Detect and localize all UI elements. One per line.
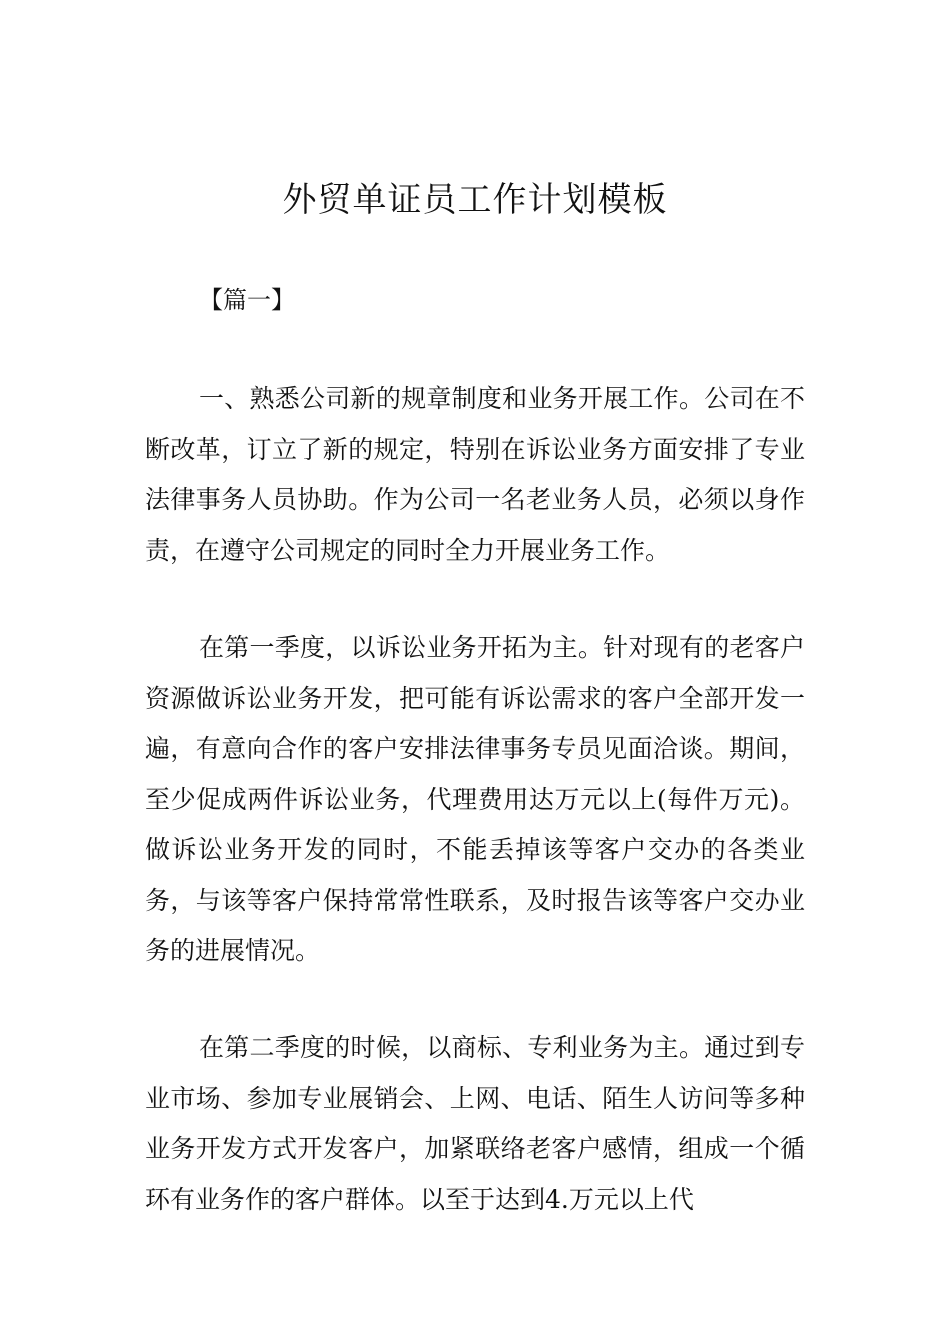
paragraph-3: 在第二季度的时候，以商标、专利业务为主。通过到专业市场、参加专业展销会、上网、电话、陌生人访问等多种业务开发方式开发客户，加紧联络老客户感情，组成一个循环有业务作的客户群体。以至于达到4.万元以上代 [145,1033,805,1214]
document-title: 外贸单证员工作计划模板 [282,180,668,220]
paragraph-2: 在第一季度，以诉讼业务开拓为主。针对现有的老客户资源做诉讼业务开发，把可能有诉讼需求的客户全部开发一遍，有意向合作的客户安排法律事务专员见面洽谈。期间，至少促成两件诉讼业务，代理费用达万元以上(每件万元)。做诉讼业务开发的同时，不能丢掉该等客户交办的各类业务，与该等客户保持常常性联系，及时报告该等客户交办业务的进展情况。 [145,633,805,965]
section-label: 【篇一】 [199,286,295,314]
paragraph-1: 一、熟悉公司新的规章制度和业务开展工作。公司在不断改革，订立了新的规定，特别在诉讼业务方面安排了专业法律事务人员协助。作为公司一名老业务人员，必须以身作责，在遵守公司规定的同时全力开展业务工作。 [145,384,805,565]
